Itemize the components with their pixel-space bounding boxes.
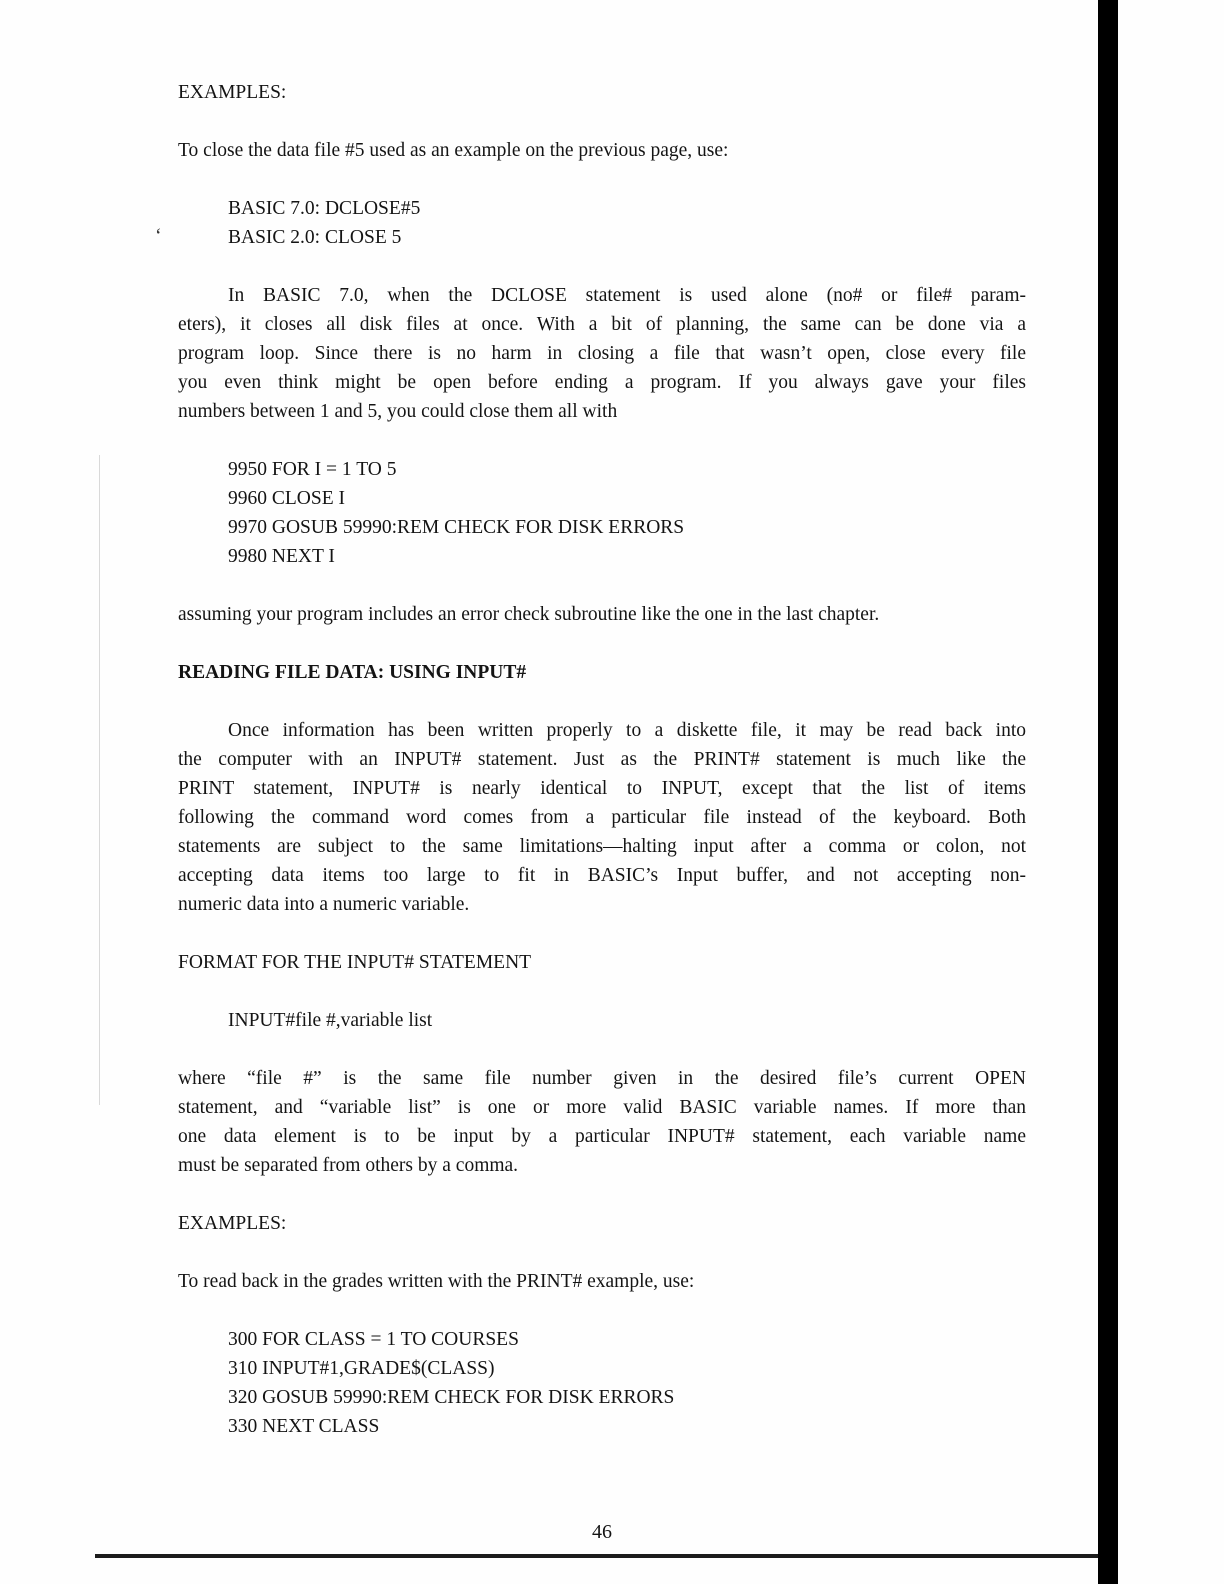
paragraph-where-file: where “file #” is the same file number given in the desired file’s current OPEN statement, and “variable list” is one or more valid BASIC variable names. If more than one data element is to be input by a particular INPUT# statement, each variable name must be separated from others by a comma. xyxy=(178,1068,1026,1176)
intro-read-paragraph: To read back in the grades written with the PRINT# example, use: xyxy=(178,1271,695,1292)
page-content xyxy=(178,78,1026,1547)
examples-heading-2: EXAMPLES: xyxy=(178,1213,287,1234)
paragraph-dclose: In BASIC 7.0, when the DCLOSE statement is used alone (no# or file# param- eters), it closes all disk files at once. With a bit of planning, the same can be done via a program loop. Since there is no harm in closing a file that wasn’t open, close every file you even think might be open before ending a program. If you always gave your files numbers between 1 and 5, you could close them all with xyxy=(178,285,1026,422)
code-block-close: BASIC 7.0: DCLOSE#5 BASIC 2.0: CLOSE 5 xyxy=(228,198,421,248)
section-heading-reading-file-data: READING FILE DATA: USING INPUT# xyxy=(178,662,527,683)
bottom-rule xyxy=(95,1554,1108,1558)
code-block-read-loop: 300 FOR CLASS = 1 TO COURSES 310 INPUT#1,GRADE$(CLASS) 320 GOSUB 59990:REM CHECK FOR DISK ERRORS 330 NEXT CLASS xyxy=(228,1329,675,1437)
format-heading: FORMAT FOR THE INPUT# STATEMENT xyxy=(178,952,532,973)
code-block-close-loop: 9950 FOR I = 1 TO 5 9960 CLOSE I 9970 GOSUB 59990:REM CHECK FOR DISK ERRORS 9980 NEXT I xyxy=(228,459,685,567)
book-binding-bar xyxy=(1098,0,1118,1584)
page-number: 46 xyxy=(592,1521,612,1543)
page-edge-line xyxy=(99,455,100,1105)
code-block-input-format: INPUT#file #,variable list xyxy=(228,1010,433,1031)
paragraph-assuming: assuming your program includes an error check subroutine like the one in the last chapter. xyxy=(178,604,880,625)
intro-close-paragraph: To close the data file #5 used as an example on the previous page, use: xyxy=(178,140,729,161)
examples-heading-1: EXAMPLES: xyxy=(178,82,287,103)
scan-artifact-mark: ‘ xyxy=(155,225,162,247)
paragraph-once-information: Once information has been written properly to a diskette file, it may be read back into the computer with an INPUT# statement. Just as the PRINT# statement is much like the PRINT statement, INPUT# is nearly identical to INPUT, except that the list of items following the command word comes from a particular file instead of the keyboard. Both statements are subject to the same limitations—halting input after a comma or colon, not accepting data items too large to fit in BASIC’s Input buffer, and not accepting non- numeric data into a numeric variable. xyxy=(178,720,1026,915)
